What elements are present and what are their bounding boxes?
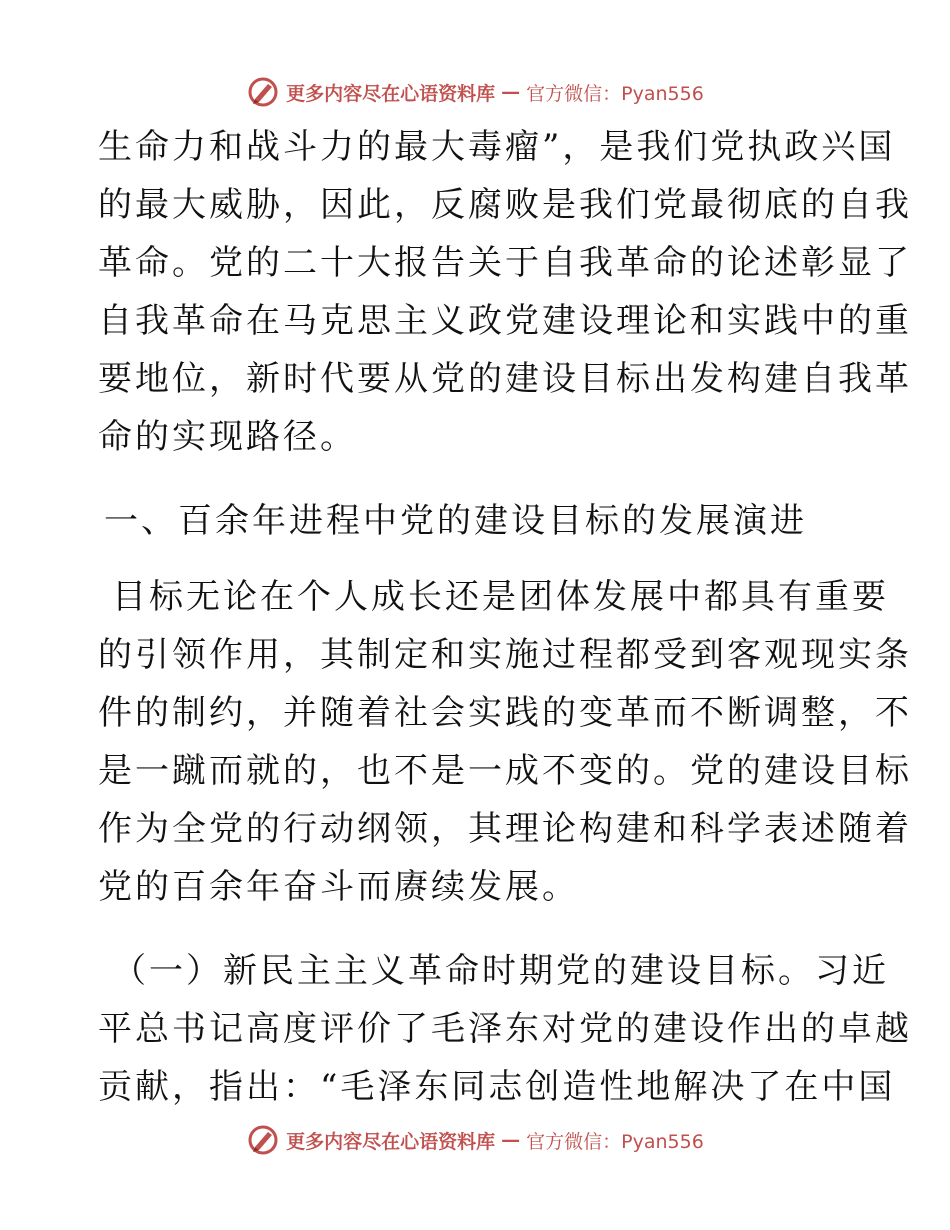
watermark-site-text: 更多内容尽在心语资料库 bbox=[286, 1130, 496, 1153]
text-line: 的最大威胁，因此，反腐败是我们党最彻底的自我 bbox=[98, 185, 912, 225]
text-line: 革命。党的二十大报告关于自我革命的论述彰显了 bbox=[98, 243, 912, 283]
text-line: 件的制约，并随着社会实践的变革而不断调整，不 bbox=[98, 693, 912, 733]
pen-circle-logo-icon bbox=[246, 1123, 280, 1157]
text-line: 自我革命在马克思主义政党建设理论和实践中的重 bbox=[98, 301, 912, 341]
watermark-separator: — bbox=[501, 1129, 521, 1151]
text-line: 要地位，新时代要从党的建设目标出发构建自我革 bbox=[98, 359, 912, 399]
watermark-site-text: 更多内容尽在心语资料库 bbox=[286, 82, 496, 105]
document-body bbox=[98, 118, 912, 1116]
text-line: 是一蹴而就的，也不是一成不变的。党的建设目标 bbox=[98, 751, 912, 791]
header-watermark bbox=[0, 72, 950, 112]
paragraph-goals bbox=[98, 568, 912, 916]
paragraph-intro bbox=[98, 118, 912, 466]
section-heading: 一、百余年进程中党的建设目标的发展演进 bbox=[104, 501, 807, 541]
pen-circle-logo-icon bbox=[246, 75, 280, 109]
text-line: 目标无论在个人成长还是团体发展中都具有重要 bbox=[112, 577, 889, 617]
text-line: 党的百余年奋斗而赓续发展。 bbox=[98, 867, 579, 907]
text-line: 生命力和战斗力的最大毒瘤”，是我们党执政兴国 bbox=[98, 127, 896, 167]
text-line: 作为全党的行动纲领，其理论构建和科学表述随着 bbox=[98, 809, 912, 849]
text-line: （一）新民主主义革命时期党的建设目标。习近 bbox=[112, 951, 889, 991]
watermark-separator: — bbox=[501, 81, 521, 103]
text-line: 命的实现路径。 bbox=[98, 417, 357, 457]
paragraph-new-democratic bbox=[98, 942, 912, 1116]
watermark-contact: 官方微信：Pyan556 bbox=[526, 82, 704, 105]
text-line: 贡献，指出：“毛泽东同志创造性地解决了在中国 bbox=[98, 1067, 896, 1107]
text-line: 的引领作用，其制定和实施过程都受到客观现实条 bbox=[98, 635, 912, 675]
text-line: 平总书记高度评价了毛泽东对党的建设作出的卓越 bbox=[98, 1009, 912, 1049]
footer-watermark bbox=[0, 1120, 950, 1160]
watermark-contact: 官方微信：Pyan556 bbox=[526, 1130, 704, 1153]
